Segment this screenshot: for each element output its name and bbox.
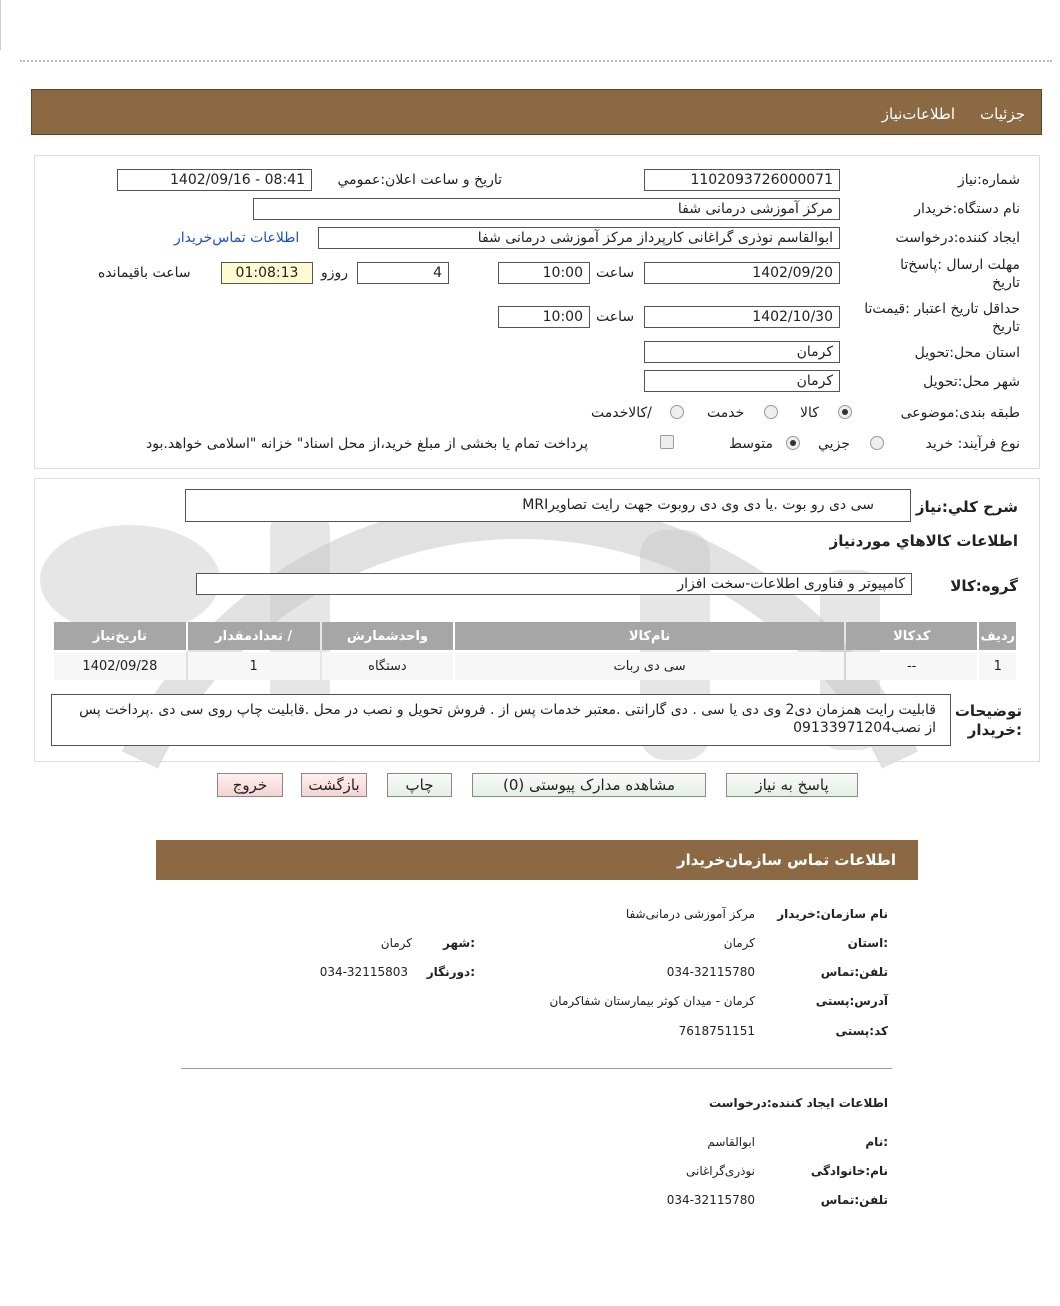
need-summary-label: شرح کلي:نياز — [915, 498, 1018, 516]
org-name-value: مرکز آموزشی درمانی‌شفا — [625, 907, 755, 921]
remaining-time-badge: 01:08:13 — [221, 262, 313, 284]
deadline-time-label: ساعت — [596, 265, 635, 281]
creator-name-value: ابوالقاسم — [707, 1135, 755, 1149]
goods-table — [52, 620, 1018, 682]
table-header-row — [54, 622, 1016, 650]
contact-fax-label: :دورنگار — [426, 965, 475, 979]
col-need-date: تاريخ‌نياز — [54, 622, 186, 650]
province-field: کرمان — [644, 341, 840, 363]
page-header — [31, 89, 1042, 135]
col-quantity: / تعدادمقدار — [188, 622, 320, 650]
tab-need-info[interactable]: اطلاعات‌نیاز — [881, 105, 955, 123]
contact-phone-value: 034-32115780 — [666, 965, 755, 979]
col-name: نام‌کالا — [455, 622, 844, 650]
top-divider — [20, 60, 1052, 62]
print-button[interactable]: چاپ — [387, 773, 452, 797]
contact-province-label: :استان — [847, 936, 888, 950]
need-number-field: 1102093726000071 — [644, 169, 840, 191]
reply-button[interactable]: پاسخ به نياز — [726, 773, 858, 797]
contact-province-value: کرمان — [723, 936, 755, 950]
creator-name-label: :نام — [865, 1135, 888, 1149]
radio-service[interactable] — [764, 405, 778, 419]
radio-service-label: خدمت — [707, 405, 745, 421]
window-edge — [0, 0, 7, 50]
creator-phone-value: 034-32115780 — [666, 1193, 755, 1207]
contact-section-title: اطلاعات تماس سازمان‌خريدار — [676, 851, 896, 869]
creator-field: ابوالقاسم نوذری گراغانی کارپرداز مرکز آموزشی درمانی شفا — [318, 227, 840, 249]
deadline-time-field: 10:00 — [498, 262, 590, 284]
contact-city-label: :شهر — [443, 936, 475, 950]
buyer-notes-field: قابلیت رایت همزمان دی2 وی دی یا سی . دی گارانتی .معتبر خدمات پس از . فروش تحویل و نصب در محل .قابلیت چاپ روی سی دی .پرداخت پس از نصب09133971204 — [51, 694, 951, 746]
contact-section-header — [156, 840, 918, 880]
validity-label: حداقل تاريخ اعتبار :قيمت‌تا تاريخ — [864, 301, 1020, 335]
col-unit: واحدشمارش — [322, 622, 454, 650]
contact-postal-value: 7618751151 — [678, 1024, 755, 1038]
back-button[interactable]: بازگشت — [301, 773, 367, 797]
province-label: استان محل:تحويل — [914, 345, 1020, 361]
contact-postal-label: کد:پستی — [835, 1024, 888, 1038]
radio-goods[interactable] — [838, 405, 852, 419]
buyer-contact-link[interactable]: اطلاعات تماس‌خريدار — [174, 230, 300, 246]
need-summary-field: سی دی رو بوت .یا دی وی دی روبوت جهت رایت تصاویرMRI — [185, 489, 911, 522]
creator-info-title: اطلاعات ايجاد کننده:درخواست — [708, 1096, 888, 1110]
days-label: روزو — [321, 265, 349, 281]
radio-partial-label: جزيي — [818, 436, 850, 452]
radio-goods-service-label: /کالاخدمت — [591, 405, 652, 421]
contact-fax-value: 034-32115803 — [319, 965, 408, 979]
contact-address-value: کرمان - میدان کوثر بیمارستان شفاکرمان — [549, 994, 755, 1008]
category-label: طبقه بندی:موضوعی — [900, 405, 1020, 421]
cell-row: 1 — [979, 652, 1016, 680]
deadline-date-field: 1402/09/20 — [644, 262, 840, 284]
validity-time-field: 10:00 — [498, 306, 590, 328]
goods-group-field: کامپیوتر و فناوری اطلاعات-سخت افزار — [196, 573, 912, 595]
contact-divider — [181, 1068, 892, 1069]
goods-group-label: گروه:کالا — [950, 577, 1018, 595]
buyer-org-field: مرکز آموزشی درمانی شفا — [253, 198, 840, 220]
process-type-label: نوع فرآيند: خريد — [925, 436, 1020, 452]
buyer-notes-label: توضيحات :خريدار — [954, 702, 1022, 739]
cell-unit: دستگاه — [322, 652, 454, 680]
city-label: شهر محل:تحويل — [923, 374, 1020, 390]
radio-goods-label: کالا — [800, 405, 819, 421]
announce-label: تاريخ و ساعت اعلان:عمومي — [337, 172, 502, 188]
creator-family-value: نوذری‌گراغانی — [685, 1164, 755, 1178]
deadline-label: مهلت ارسال :پاسخ‌تا تاريخ — [900, 257, 1020, 291]
treasury-payment-checkbox[interactable] — [660, 435, 674, 449]
contact-city-value: کرمان — [380, 936, 412, 950]
contact-address-label: آدرس:پستی — [815, 994, 888, 1008]
creator-family-label: نام:خانوادگی — [810, 1164, 888, 1178]
cell-name: سی دی ربات — [455, 652, 844, 680]
attachments-button[interactable]: مشاهده مدارک پيوستی (0) — [472, 773, 706, 797]
validity-time-label: ساعت — [596, 309, 635, 325]
col-code: کدکالا — [846, 622, 978, 650]
col-row: رديف — [979, 622, 1016, 650]
org-name-label: نام سازمان:خريدار — [777, 907, 888, 921]
cell-code: -- — [846, 652, 978, 680]
city-field: کرمان — [644, 370, 840, 392]
radio-medium[interactable] — [786, 436, 800, 450]
creator-label: ايجاد کننده:درخواست — [895, 230, 1020, 246]
contact-phone-label: تلفن:تماس — [820, 965, 888, 979]
days-field: 4 — [357, 262, 449, 284]
cell-quantity: 1 — [188, 652, 320, 680]
creator-phone-label: تلفن:تماس — [820, 1193, 888, 1207]
radio-medium-label: متوسط — [729, 436, 773, 452]
radio-partial[interactable] — [870, 436, 884, 450]
goods-info-title: اطلاعات کالاهاي موردنياز — [829, 532, 1018, 550]
exit-button[interactable]: خروج — [217, 773, 283, 797]
buyer-org-label: نام دستگاه:خريدار — [914, 201, 1020, 217]
validity-date-field: 1402/10/30 — [644, 306, 840, 328]
announce-field: 1402/09/16 - 08:41 — [117, 169, 312, 191]
tab-details[interactable]: جزئيات — [980, 105, 1025, 123]
table-row — [54, 652, 1016, 680]
treasury-payment-label: پرداخت تمام يا بخشی از مبلغ خريد،از محل اسناد" خزانه "اسلامی خواهد.بود — [146, 436, 589, 452]
radio-goods-service[interactable] — [670, 405, 684, 419]
need-number-label: شماره:نياز — [957, 172, 1020, 188]
cell-need-date: 1402/09/28 — [54, 652, 186, 680]
remaining-label: ساعت باقيمانده — [98, 265, 191, 281]
